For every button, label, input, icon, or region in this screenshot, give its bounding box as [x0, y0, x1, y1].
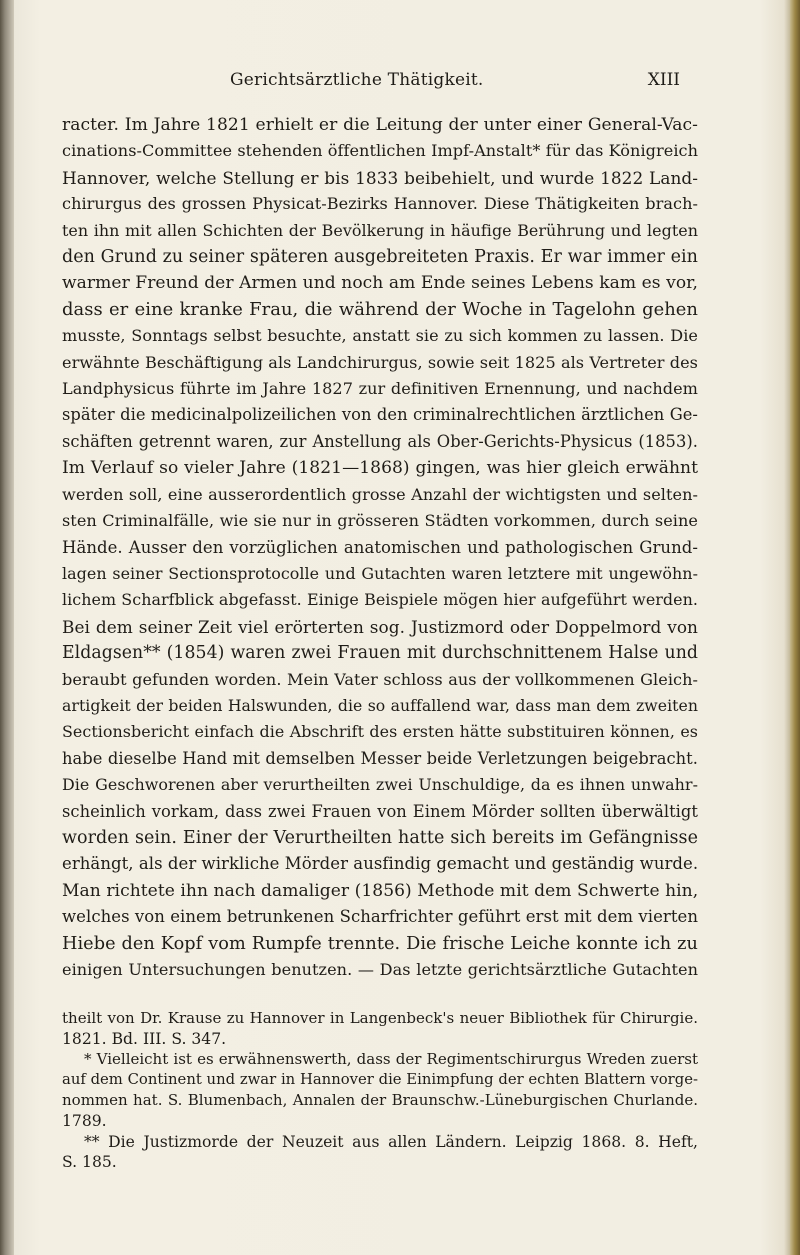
footnotes — [62, 1008, 698, 1173]
text-line: werden soll, eine ausserordentlich grosse Anzahl der wichtigsten und selten- — [62, 484, 698, 504]
text-line: lichem Scharfblick abgefasst. Einige Beispiele mögen hier aufgeführt werden. — [62, 590, 698, 610]
text-line: welches von einem betrunkenen Scharfrichter geführt erst mit dem vierten — [62, 907, 698, 927]
text-line: warmer Freund der Armen und noch am Ende seines Lebens kam es vor, — [62, 273, 698, 294]
text-line: racter. Im Jahre 1821 erhielt er die Leitung der unter einer General-Vac- — [62, 115, 698, 135]
text-line: worden sein. Einer der Verurtheilten hatte sich bereits im Gefängnisse — [62, 827, 698, 848]
page-edge — [790, 0, 800, 1255]
text-line: später die medicinalpolizeilichen von den criminalrechtlichen ärztlichen Ge- — [62, 405, 698, 425]
text-line: scheinlich vorkam, dass zwei Frauen von Einem Mörder sollten überwältigt — [62, 801, 698, 821]
footnote-line: * Vielleicht ist es erwähnenswerth, dass der Regimentschirurgus Wreden zuerst — [84, 1050, 698, 1069]
text-line: chirurgus des grossen Physicat-Bezirks Hannover. Diese Thätigkeiten brach- — [62, 194, 698, 214]
footnote-line: 1789. — [62, 1111, 107, 1130]
book-spine-shadow — [0, 0, 14, 1255]
footnote-line: auf dem Continent und zwar in Hannover die Einimpfung der echten Blattern vorge- — [62, 1070, 698, 1088]
text-line: Bei dem seiner Zeit viel erörterten sog. Justizmord oder Doppelmord von — [62, 616, 698, 637]
text-line: ten ihn mit allen Schichten der Bevölkerung in häufige Berührung und legten — [62, 220, 698, 240]
running-head — [230, 70, 680, 96]
text-line: Hände. Ausser den vorzüglichen anatomischen und pathologischen Grund- — [62, 537, 698, 557]
text-line: Hiebe den Kopf vom Rumpfe trennte. Die frische Leiche konnte ich zu — [62, 933, 698, 954]
text-line: musste, Sonntags selbst besuchte, anstatt sie zu sich kommen zu lassen. Die — [62, 326, 698, 346]
text-line: artigkeit der beiden Halswunden, die so auffallend war, dass man dem zweiten — [62, 695, 698, 715]
text-line: Im Verlauf so vieler Jahre (1821—1868) gingen, was hier gleich erwähnt — [62, 458, 698, 479]
text-line: Eldagsen** (1854) waren zwei Frauen mit durchschnittenem Halse und — [62, 643, 698, 664]
footnote-line: nommen hat. S. Blumenbach, Annalen der Braunschw.-Lüneburgischen Churlande. — [62, 1091, 698, 1110]
footnote-line: 1821. Bd. III. S. 347. — [62, 1029, 227, 1048]
text-line: Hannover, welche Stellung er bis 1833 beibehielt, und wurde 1822 Land- — [62, 167, 698, 188]
text-line: Landphysicus führte im Jahre 1827 zur definitiven Ernennung, und nachdem — [62, 379, 698, 399]
text-line: dass er eine kranke Frau, die während der Woche in Tagelohn gehen — [62, 298, 698, 320]
text-line: erhängt, als der wirkliche Mörder ausfindig gemacht und geständig wurde. — [62, 854, 699, 874]
text-line: lagen seiner Sectionsprotocolle und Gutachten waren letztere mit ungewöhn- — [62, 563, 698, 583]
body-text — [62, 112, 698, 983]
footnote-line: S. 185. — [62, 1153, 117, 1172]
text-line: sten Criminalfälle, wie sie nur in grösseren Städten vorkommen, durch seine — [62, 511, 698, 531]
page-number: XIII — [647, 70, 680, 90]
text-line: habe dieselbe Hand mit demselben Messer beide Verletzungen beigebracht. — [62, 748, 698, 768]
text-line: Man richtete ihn nach damaliger (1856) Methode mit dem Schwerte hin, — [62, 880, 699, 901]
text-line: Die Geschworenen aber verurtheilten zwei Unschuldige, da es ihnen unwahr- — [62, 775, 698, 795]
footnote-line: theilt von Dr. Krause zu Hannover in Langenbeck's neuer Bibliothek für Chirurgie. — [62, 1009, 698, 1027]
text-line: beraubt gefunden worden. Mein Vater schloss aus der vollkommenen Gleich- — [62, 669, 698, 689]
text-line: cinations-Committee stehenden öffentlichen Impf-Anstalt* für das Königreich — [62, 141, 698, 161]
text-line: Sectionsbericht einfach die Abschrift des ersten hätte substituiren können, es — [62, 722, 698, 742]
text-line: einigen Untersuchungen benutzen. — Das letzte gerichtsärztliche Gutachten — [62, 960, 698, 979]
text-line: den Grund zu seiner späteren ausgebreiteten Praxis. Er war immer ein — [62, 247, 698, 268]
running-head-title: Gerichtsärztliche Thätigkeit. — [230, 70, 484, 90]
footnote-line: ** Die Justizmorde der Neuzeit aus allen Ländern. Leipzig 1868. 8. Heft, — [84, 1132, 698, 1151]
text-line: schäften getrennt waren, zur Anstellung als Ober-Gerichts-Physicus (1853). — [62, 431, 698, 451]
text-line: erwähnte Beschäftigung als Landchirurgus, sowie seit 1825 als Vertreter des — [62, 352, 698, 372]
